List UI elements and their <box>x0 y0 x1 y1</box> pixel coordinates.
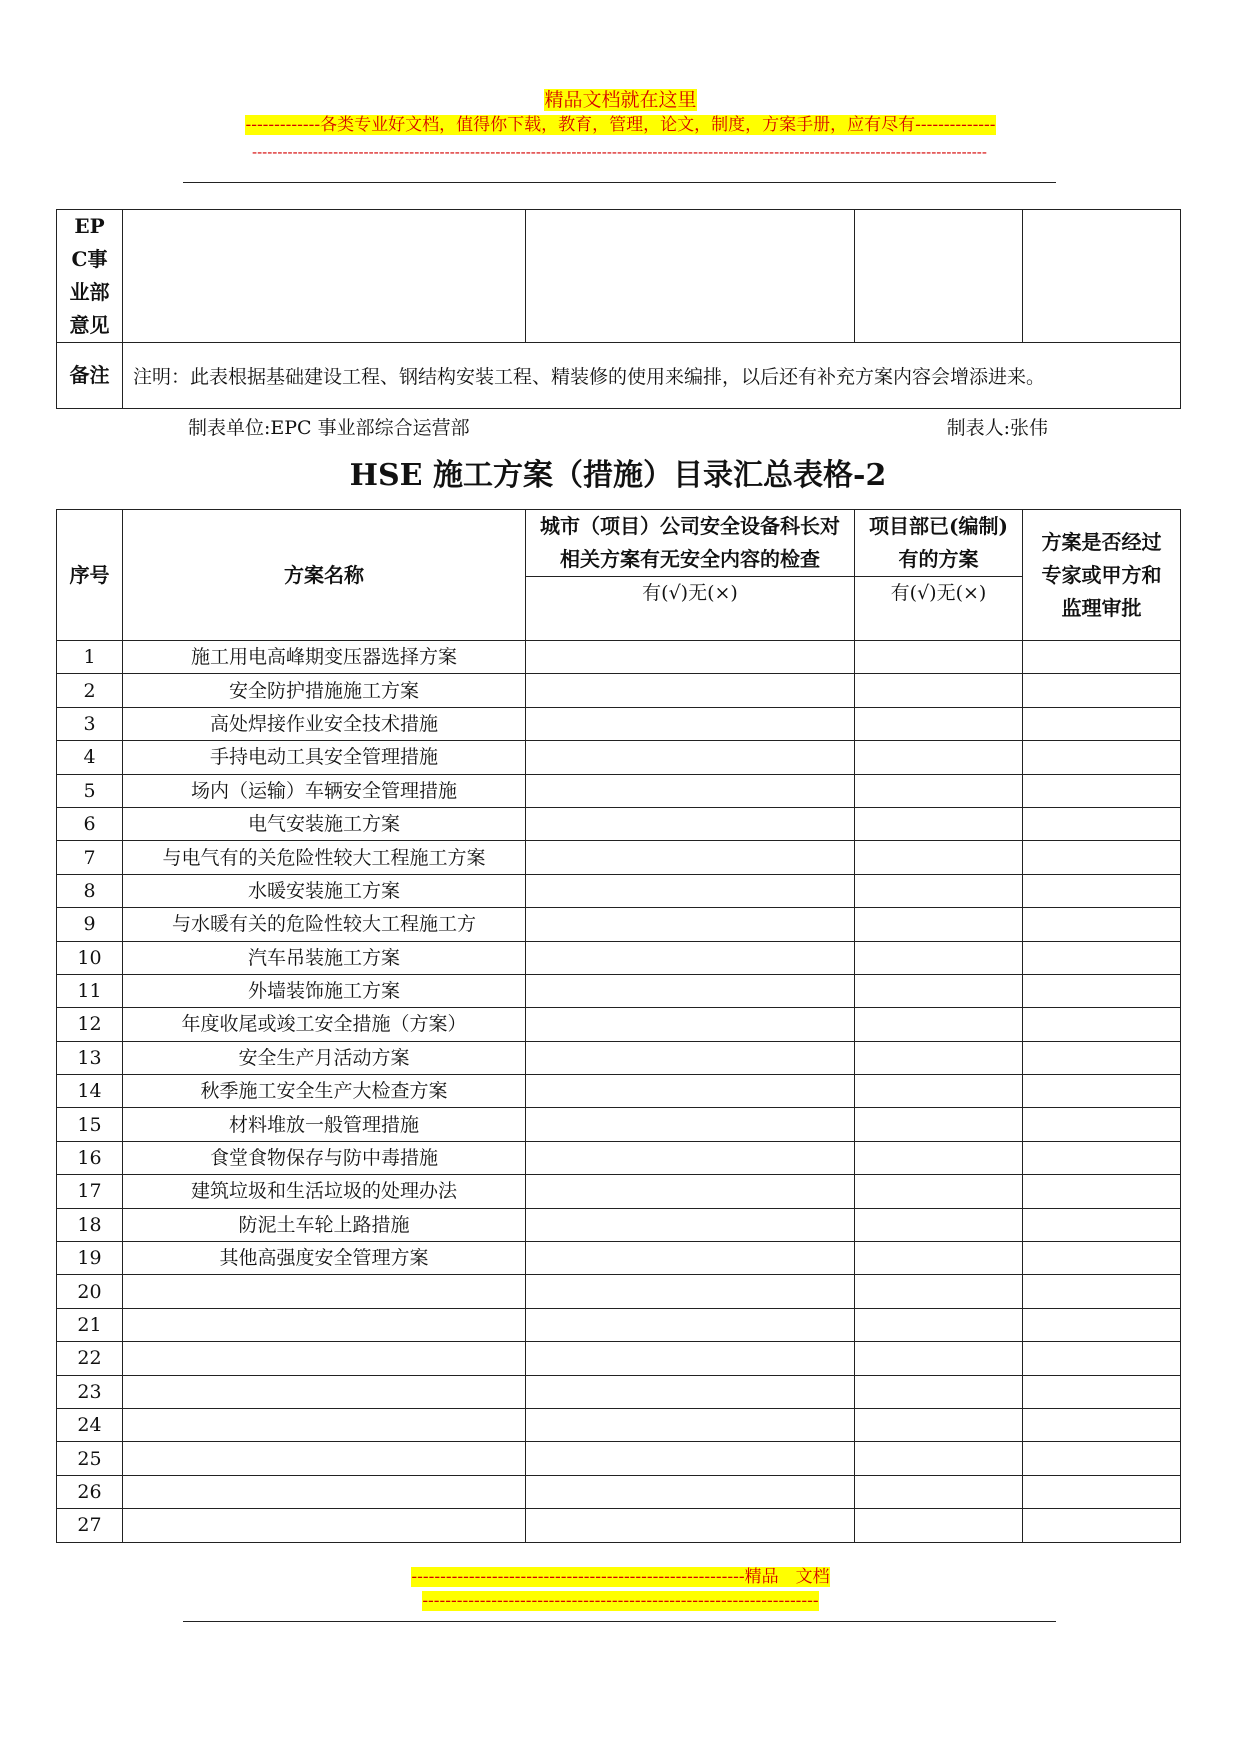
check-cell <box>526 707 855 740</box>
epc-opinion-cell <box>855 210 1023 343</box>
row-number: 20 <box>57 1275 123 1308</box>
check-cell <box>526 674 855 707</box>
compiled-cell <box>855 841 1023 874</box>
approval-cell <box>1023 1242 1181 1275</box>
page-title: HSE 施工方案（措施）目录汇总表格-2 <box>349 458 887 493</box>
row-number: 7 <box>57 841 123 874</box>
approval-cell <box>1023 1008 1181 1041</box>
compiled-cell <box>855 1208 1023 1241</box>
approval-cell <box>1023 707 1181 740</box>
epc-opinion-label: EPC事业部意见 <box>57 210 123 343</box>
table-row <box>57 874 1181 907</box>
table-row <box>57 741 1181 774</box>
plan-name: 水暖安装施工方案 <box>123 874 526 907</box>
header-check-sub: 有(√)无(×) <box>526 577 855 641</box>
approval-cell <box>1023 941 1181 974</box>
table-row <box>57 1275 1181 1308</box>
plan-name: 防泥土车轮上路措施 <box>123 1208 526 1241</box>
approval-cell <box>1023 1475 1181 1508</box>
plan-name <box>123 1375 526 1408</box>
header-name: 方案名称 <box>123 510 526 641</box>
check-cell <box>526 1509 855 1542</box>
approval-cell <box>1023 1208 1181 1241</box>
table-row <box>57 807 1181 840</box>
plan-name <box>123 1509 526 1542</box>
header-approval: 方案是否经过专家或甲方和监理审批 <box>1023 510 1181 641</box>
compiled-cell <box>855 974 1023 1007</box>
check-cell <box>526 1108 855 1141</box>
check-cell <box>526 807 855 840</box>
plan-name <box>123 1475 526 1508</box>
check-cell <box>526 1275 855 1308</box>
opinion-table <box>56 209 1181 409</box>
table-row <box>57 1442 1181 1475</box>
plan-name: 年度收尾或竣工安全措施（方案） <box>123 1008 526 1041</box>
row-number: 22 <box>57 1342 123 1375</box>
plan-name: 高处焊接作业安全技术措施 <box>123 707 526 740</box>
plan-name: 电气安装施工方案 <box>123 807 526 840</box>
banner-dashes: ------------------------------------------------------------------------------------------------------------------------------------------------- <box>252 143 987 161</box>
check-cell <box>526 1442 855 1475</box>
compiled-cell <box>855 1075 1023 1108</box>
check-cell <box>526 1308 855 1341</box>
approval-cell <box>1023 741 1181 774</box>
check-cell <box>526 841 855 874</box>
footer-rule <box>183 1621 1056 1622</box>
check-cell <box>526 1475 855 1508</box>
row-number: 21 <box>57 1308 123 1341</box>
table-row <box>57 1308 1181 1341</box>
row-number: 9 <box>57 908 123 941</box>
table-row <box>57 1242 1181 1275</box>
approval-cell <box>1023 1408 1181 1441</box>
compiled-cell <box>855 1475 1023 1508</box>
plan-name <box>123 1308 526 1341</box>
table-row <box>57 707 1181 740</box>
compiled-cell <box>855 1509 1023 1542</box>
table-row <box>57 1342 1181 1375</box>
table-row <box>57 841 1181 874</box>
footer-dashes: --------------------------------------------------------------------- <box>422 1591 819 1611</box>
plan-name: 其他高强度安全管理方案 <box>123 1242 526 1275</box>
epc-opinion-cell <box>123 210 526 343</box>
check-cell <box>526 741 855 774</box>
header-compiled-sub: 有(√)无(×) <box>855 577 1023 641</box>
banner-slogan: -------------各类专业好文档，值得你下载，教育，管理，论文，制度，方案手册，应有尽有-------------- <box>245 115 996 135</box>
row-number: 18 <box>57 1208 123 1241</box>
approval-cell <box>1023 641 1181 674</box>
approval-cell <box>1023 1509 1181 1542</box>
header-check: 城市（项目）公司安全设备科长对相关方案有无安全内容的检查 <box>526 510 855 577</box>
row-number: 14 <box>57 1075 123 1108</box>
row-number: 4 <box>57 741 123 774</box>
compiled-cell <box>855 1342 1023 1375</box>
plan-name: 施工用电高峰期变压器选择方案 <box>123 641 526 674</box>
table-row <box>57 674 1181 707</box>
header-no: 序号 <box>57 510 123 641</box>
approval-cell <box>1023 774 1181 807</box>
check-cell <box>526 1041 855 1074</box>
plan-name: 建筑垃圾和生活垃圾的处理办法 <box>123 1175 526 1208</box>
approval-cell <box>1023 874 1181 907</box>
compiled-cell <box>855 774 1023 807</box>
table-row <box>57 1408 1181 1441</box>
compiled-cell <box>855 1308 1023 1341</box>
plan-name: 手持电动工具安全管理措施 <box>123 741 526 774</box>
table-row <box>57 974 1181 1007</box>
header-compiled: 项目部已(编制)有的方案 <box>855 510 1023 577</box>
approval-cell <box>1023 1075 1181 1108</box>
approval-cell <box>1023 1308 1181 1341</box>
check-cell <box>526 1008 855 1041</box>
plan-name <box>123 1408 526 1441</box>
remark-label: 备注 <box>57 343 123 409</box>
check-cell <box>526 774 855 807</box>
approval-cell <box>1023 807 1181 840</box>
table-row <box>57 1475 1181 1508</box>
plan-name: 安全防护措施施工方案 <box>123 674 526 707</box>
header-rule <box>183 182 1056 183</box>
row-number: 1 <box>57 641 123 674</box>
approval-cell <box>1023 841 1181 874</box>
approval-cell <box>1023 1175 1181 1208</box>
row-number: 24 <box>57 1408 123 1441</box>
compiled-cell <box>855 1442 1023 1475</box>
plan-name: 外墙装饰施工方案 <box>123 974 526 1007</box>
plan-directory-table <box>56 509 1181 1543</box>
compiled-cell <box>855 908 1023 941</box>
table-maker: 制表人:张伟 <box>946 417 1048 439</box>
row-number: 13 <box>57 1041 123 1074</box>
compiled-cell <box>855 807 1023 840</box>
form-meta <box>188 415 1048 441</box>
row-number: 2 <box>57 674 123 707</box>
table-row <box>57 1509 1181 1542</box>
row-number: 19 <box>57 1242 123 1275</box>
row-number: 11 <box>57 974 123 1007</box>
compiled-cell <box>855 674 1023 707</box>
footer-line: ----------------------------------------------------------精品 文档 <box>411 1567 830 1587</box>
check-cell <box>526 974 855 1007</box>
table-row <box>57 1041 1181 1074</box>
compiled-cell <box>855 1275 1023 1308</box>
plan-name: 安全生产月活动方案 <box>123 1041 526 1074</box>
approval-cell <box>1023 1375 1181 1408</box>
approval-cell <box>1023 974 1181 1007</box>
approval-cell <box>1023 1442 1181 1475</box>
table-row <box>57 1141 1181 1174</box>
row-number: 5 <box>57 774 123 807</box>
approval-cell <box>1023 1041 1181 1074</box>
compiled-cell <box>855 941 1023 974</box>
row-number: 25 <box>57 1442 123 1475</box>
table-row <box>57 1108 1181 1141</box>
table-body <box>57 641 1181 1543</box>
approval-cell <box>1023 1342 1181 1375</box>
check-cell <box>526 1175 855 1208</box>
compiled-cell <box>855 1041 1023 1074</box>
table-row <box>57 1175 1181 1208</box>
row-number: 6 <box>57 807 123 840</box>
plan-name: 汽车吊装施工方案 <box>123 941 526 974</box>
compiled-cell <box>855 741 1023 774</box>
check-cell <box>526 1141 855 1174</box>
check-cell <box>526 908 855 941</box>
check-cell <box>526 1342 855 1375</box>
row-number: 12 <box>57 1008 123 1041</box>
plan-name: 场内（运输）车辆安全管理措施 <box>123 774 526 807</box>
plan-name <box>123 1442 526 1475</box>
plan-name: 与电气有的关危险性较大工程施工方案 <box>123 841 526 874</box>
row-number: 26 <box>57 1475 123 1508</box>
check-cell <box>526 1208 855 1241</box>
compiled-cell <box>855 1141 1023 1174</box>
approval-cell <box>1023 1141 1181 1174</box>
table-row <box>57 1075 1181 1108</box>
table-row <box>57 908 1181 941</box>
check-cell <box>526 1408 855 1441</box>
check-cell <box>526 941 855 974</box>
check-cell <box>526 641 855 674</box>
plan-name <box>123 1342 526 1375</box>
compiled-cell <box>855 1108 1023 1141</box>
approval-cell <box>1023 908 1181 941</box>
row-number: 17 <box>57 1175 123 1208</box>
row-number: 16 <box>57 1141 123 1174</box>
compiled-cell <box>855 1008 1023 1041</box>
check-cell <box>526 1075 855 1108</box>
plan-name <box>123 1275 526 1308</box>
compiled-cell <box>855 641 1023 674</box>
approval-cell <box>1023 1108 1181 1141</box>
row-number: 10 <box>57 941 123 974</box>
table-row <box>57 774 1181 807</box>
compiled-cell <box>855 874 1023 907</box>
epc-opinion-cell <box>1023 210 1181 343</box>
row-number: 27 <box>57 1509 123 1542</box>
plan-name: 秋季施工安全生产大检查方案 <box>123 1075 526 1108</box>
check-cell <box>526 1242 855 1275</box>
plan-name: 食堂食物保存与防中毒措施 <box>123 1141 526 1174</box>
compiled-cell <box>855 1242 1023 1275</box>
row-number: 15 <box>57 1108 123 1141</box>
plan-name: 与水暖有关的危险性较大工程施工方 <box>123 908 526 941</box>
epc-opinion-cell <box>526 210 855 343</box>
table-row <box>57 1375 1181 1408</box>
compiled-cell <box>855 1375 1023 1408</box>
row-number: 23 <box>57 1375 123 1408</box>
row-number: 3 <box>57 707 123 740</box>
approval-cell <box>1023 674 1181 707</box>
compiled-cell <box>855 1408 1023 1441</box>
table-row <box>57 1008 1181 1041</box>
table-row <box>57 1208 1181 1241</box>
table-row <box>57 641 1181 674</box>
banner-title: 精品文档就在这里 <box>544 89 697 111</box>
table-row <box>57 941 1181 974</box>
check-cell <box>526 874 855 907</box>
compiled-cell <box>855 1175 1023 1208</box>
compiled-cell <box>855 707 1023 740</box>
row-number: 8 <box>57 874 123 907</box>
remark-text: 注明：此表根据基础建设工程、钢结构安装工程、精装修的使用来编排，以后还有补充方案内容会增添进来。 <box>123 343 1181 409</box>
table-unit: 制表单位:EPC 事业部综合运营部 <box>188 417 470 439</box>
check-cell <box>526 1375 855 1408</box>
approval-cell <box>1023 1275 1181 1308</box>
plan-name: 材料堆放一般管理措施 <box>123 1108 526 1141</box>
